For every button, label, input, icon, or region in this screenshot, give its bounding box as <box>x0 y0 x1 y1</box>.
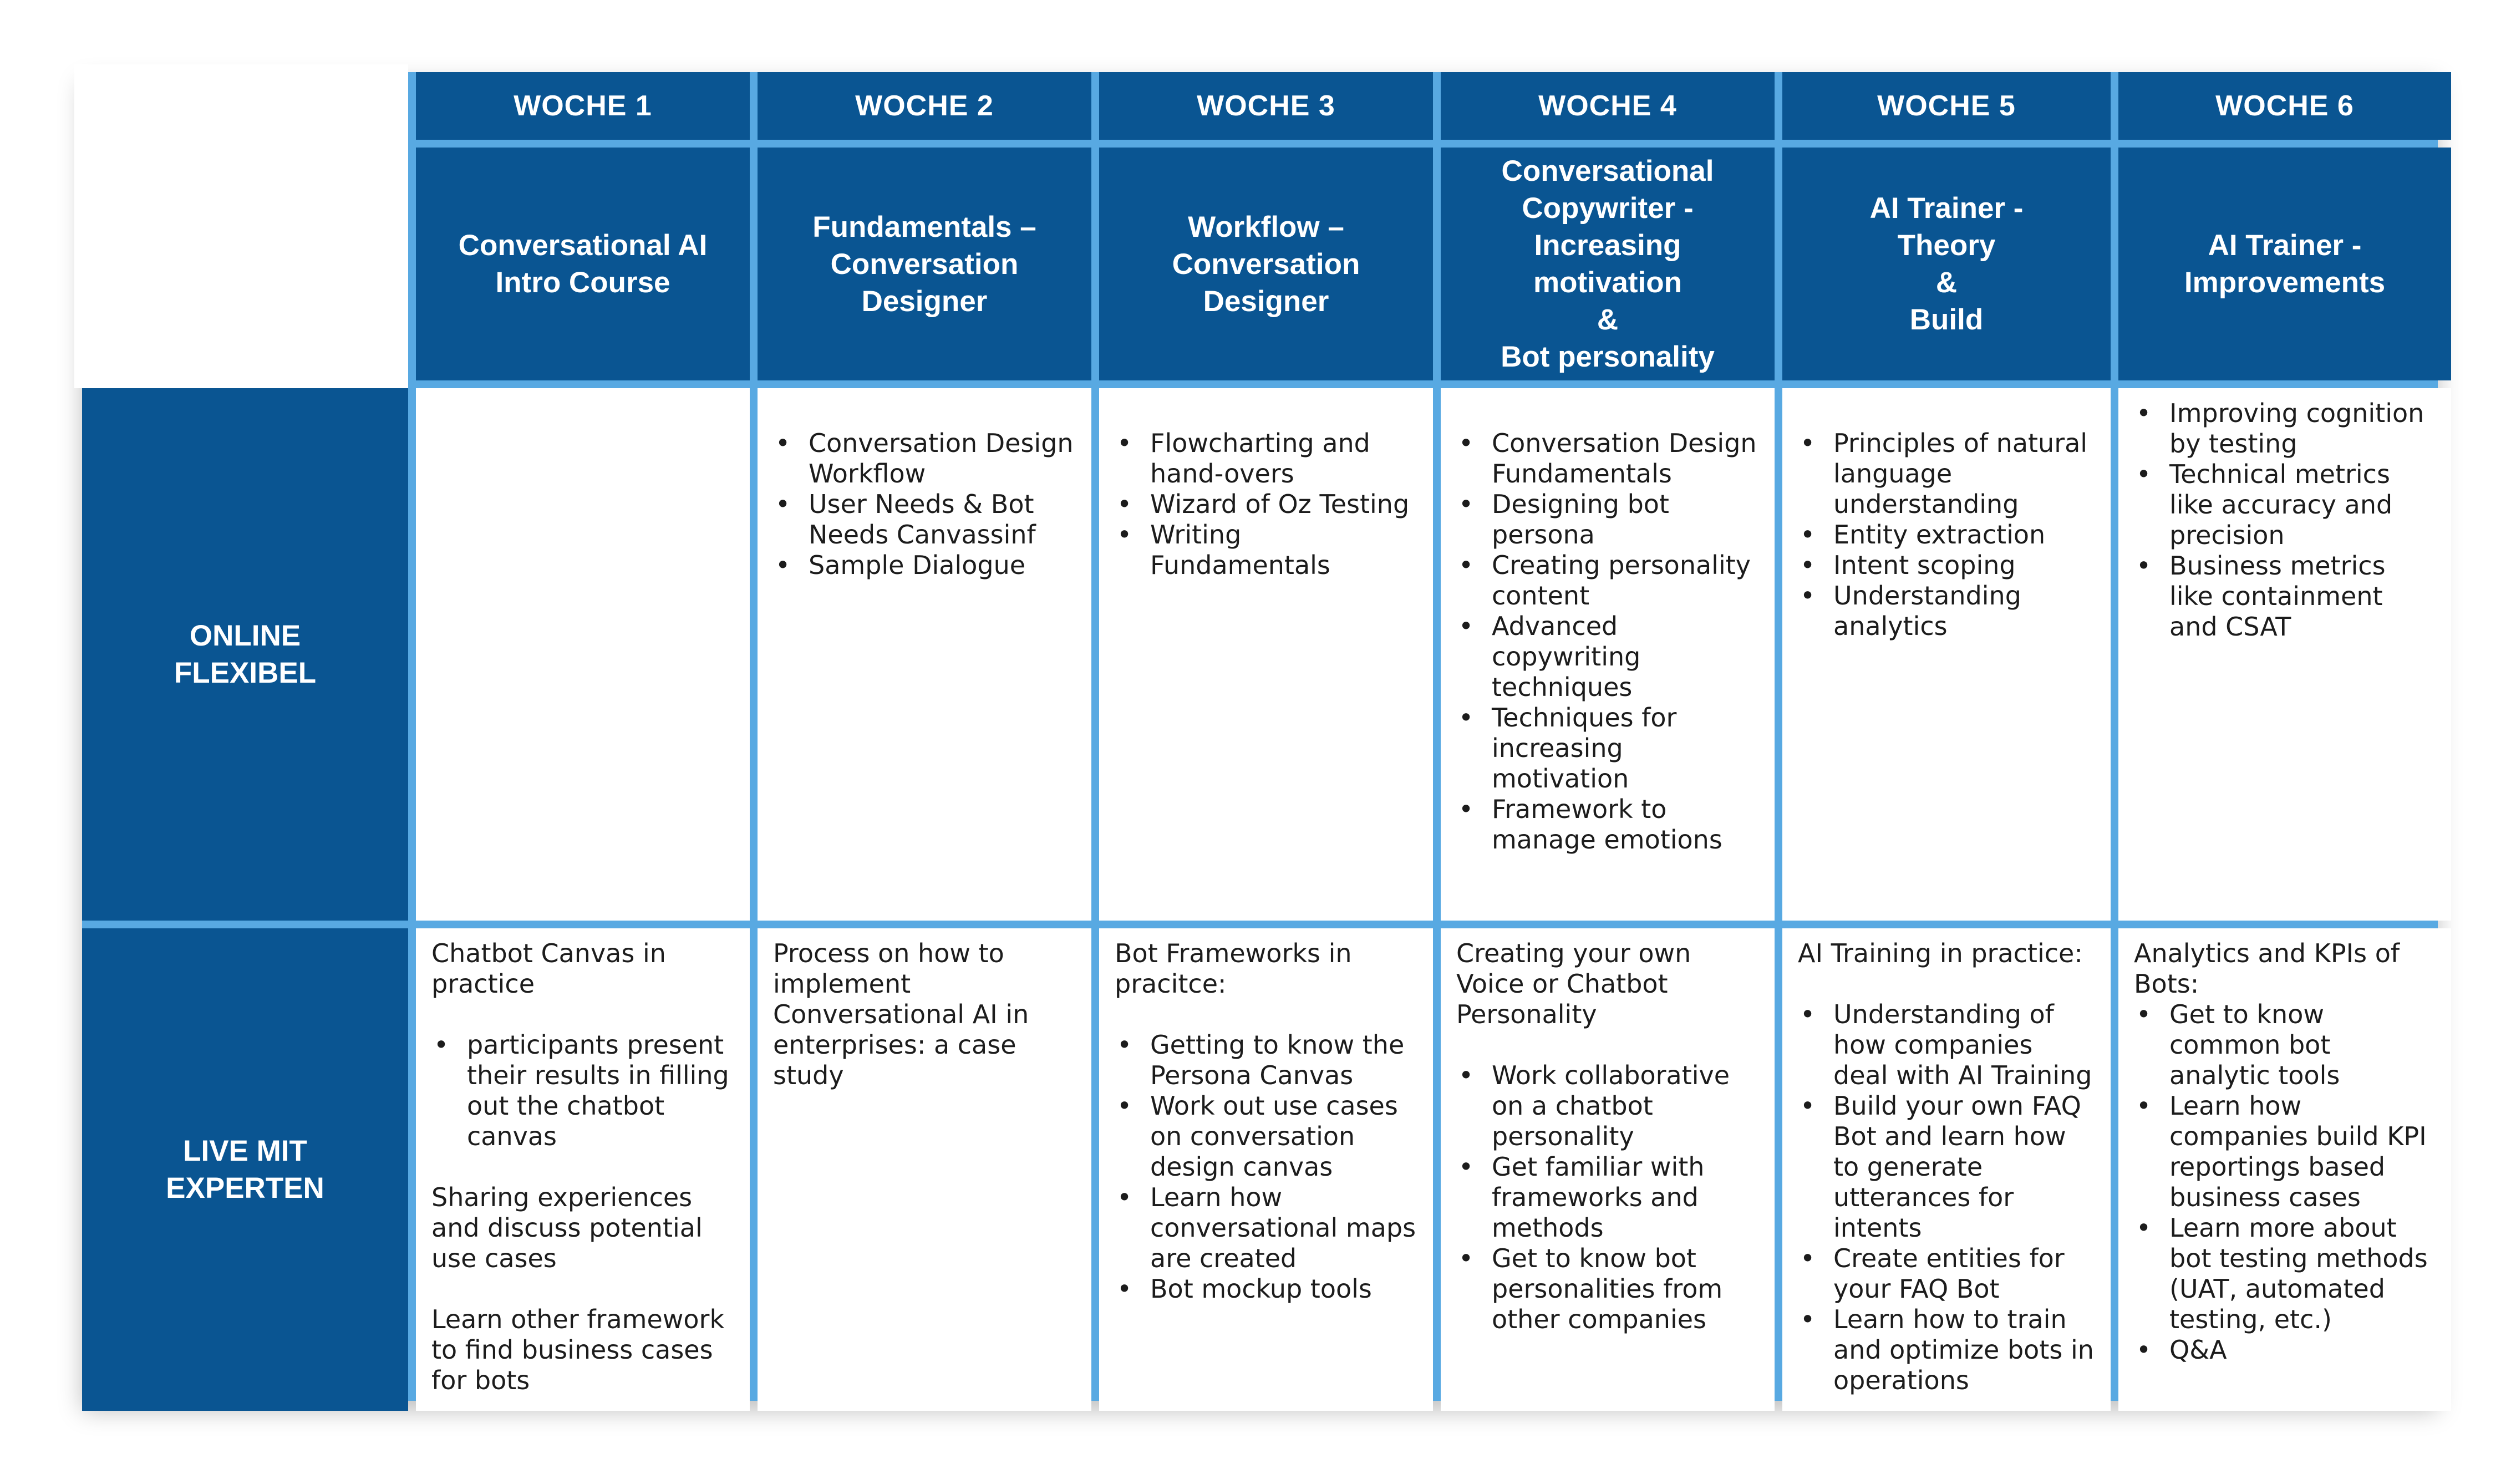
live-week-6-cell <box>2118 928 2451 1411</box>
list-item: • Work out use cases on conversation design canvas <box>1115 1091 1417 1182</box>
live-week-2-cell <box>758 928 1091 1411</box>
list-item: • Learn how to train and optimize bots in operations <box>1798 1304 2095 1396</box>
list-item: • Technical metrics like accuracy and precision <box>2134 459 2436 551</box>
week-5-topic: AI Trainer - Theory & Build <box>1782 148 2111 380</box>
list-item: • Principles of natural language understanding <box>1798 428 2095 520</box>
online-week-3-cell <box>1099 388 1433 921</box>
list-item: • Understanding of how companies deal with AI Training <box>1798 999 2095 1091</box>
list-item: • Understanding analytics <box>1798 581 2095 642</box>
cell-intro: Chatbot Canvas in practice <box>431 938 666 999</box>
list-item: • Framework to manage emotions <box>1456 794 1759 855</box>
list-item: • Build your own FAQ Bot and learn how to generate utterances for intents <box>1798 1091 2095 1243</box>
online-week-4-cell <box>1441 388 1775 921</box>
list-item: • Conversation Design Fundamentals <box>1456 428 1759 489</box>
list-item: • Getting to know the Persona Canvas <box>1115 1030 1417 1091</box>
online-week-2-cell <box>758 388 1091 921</box>
week-3-topic: Workflow – Conversation Designer <box>1099 148 1433 380</box>
online-week-6-cell <box>2118 388 2451 921</box>
live-week-4-cell <box>1441 928 1775 1411</box>
list-item: • Flowcharting and hand-overs <box>1115 428 1417 489</box>
week-4-topic: Conversational Copywriter - Increasing motivation & Bot personality <box>1441 148 1775 380</box>
schedule-table <box>82 72 2438 1401</box>
list-item: • Get to know common bot analytic tools <box>2134 999 2436 1091</box>
table-corner <box>74 64 408 388</box>
list-item: • Create entities for your FAQ Bot <box>1798 1243 2095 1304</box>
week-1-topic: Conversational AI Intro Course <box>416 148 750 380</box>
week-4-header: WOCHE 4 <box>1441 72 1775 140</box>
row-label-live: LIVE MIT EXPERTEN <box>82 928 408 1411</box>
list-item: • User Needs & Bot Needs Canvassinf <box>773 489 1076 550</box>
online-week-5-cell <box>1782 388 2111 921</box>
list-item: • Improving cognition by testing <box>2134 398 2436 459</box>
list-item: • Creating personality content <box>1456 550 1759 611</box>
list-item: • Q&A <box>2134 1335 2436 1365</box>
cell-intro: AI Training in practice: <box>1798 938 2083 968</box>
week-3-header: WOCHE 3 <box>1099 72 1433 140</box>
list-item: • Learn how conversational maps are created <box>1115 1182 1417 1274</box>
week-2-header: WOCHE 2 <box>758 72 1091 140</box>
list-item: • Techniques for increasing motivation <box>1456 703 1759 794</box>
list-item: • Conversation Design Workflow <box>773 428 1076 489</box>
cell-intro: Analytics and KPIs of Bots: <box>2134 938 2400 999</box>
list-item: • Work collaborative on a chatbot personality <box>1456 1060 1759 1152</box>
week-6-header: WOCHE 6 <box>2118 72 2451 140</box>
live-week-3-cell <box>1099 928 1433 1411</box>
online-week-1-cell <box>416 388 750 921</box>
week-5-header: WOCHE 5 <box>1782 72 2111 140</box>
list-item: • participants present their results in filling out the chatbot canvas <box>431 1030 734 1152</box>
list-item: • Bot mockup tools <box>1115 1274 1417 1304</box>
list-item: • Wizard of Oz Testing <box>1115 489 1417 520</box>
cell-intro: Bot Frameworks in pracitce: <box>1115 938 1352 999</box>
cell-paragraph: Sharing experiences and discuss potential use cases <box>431 1182 703 1273</box>
list-item: • Learn how companies build KPI reportings based business cases <box>2134 1091 2436 1213</box>
cell-intro: Creating your own Voice or Chatbot Personality <box>1456 938 1691 1029</box>
list-item: • Entity extraction <box>1798 520 2095 550</box>
live-week-5-cell <box>1782 928 2111 1411</box>
list-item: • Designing bot persona <box>1456 489 1759 550</box>
week-6-topic: AI Trainer - Improvements <box>2118 148 2451 380</box>
week-1-header: WOCHE 1 <box>416 72 750 140</box>
list-item: • Sample Dialogue <box>773 550 1076 581</box>
list-item: • Learn more about bot testing methods (UAT, automated testing, etc.) <box>2134 1213 2436 1335</box>
list-item: • Business metrics like containment and CSAT <box>2134 551 2436 642</box>
list-item: • Advanced copywriting techniques <box>1456 611 1759 703</box>
list-item: • Intent scoping <box>1798 550 2095 581</box>
row-label-online: ONLINE FLEXIBEL <box>82 388 408 921</box>
cell-paragraph: Learn other framework to find business cases for bots <box>431 1304 725 1395</box>
cell-intro: Process on how to implement Conversational AI in enterprises: a case study <box>773 938 1029 1090</box>
list-item: • Get to know bot personalities from other companies <box>1456 1243 1759 1335</box>
list-item: • Writing Fundamentals <box>1115 520 1417 581</box>
live-week-1-cell <box>416 928 750 1411</box>
week-2-topic: Fundamentals – Conversation Designer <box>758 148 1091 380</box>
list-item: • Get familiar with frameworks and methods <box>1456 1152 1759 1243</box>
